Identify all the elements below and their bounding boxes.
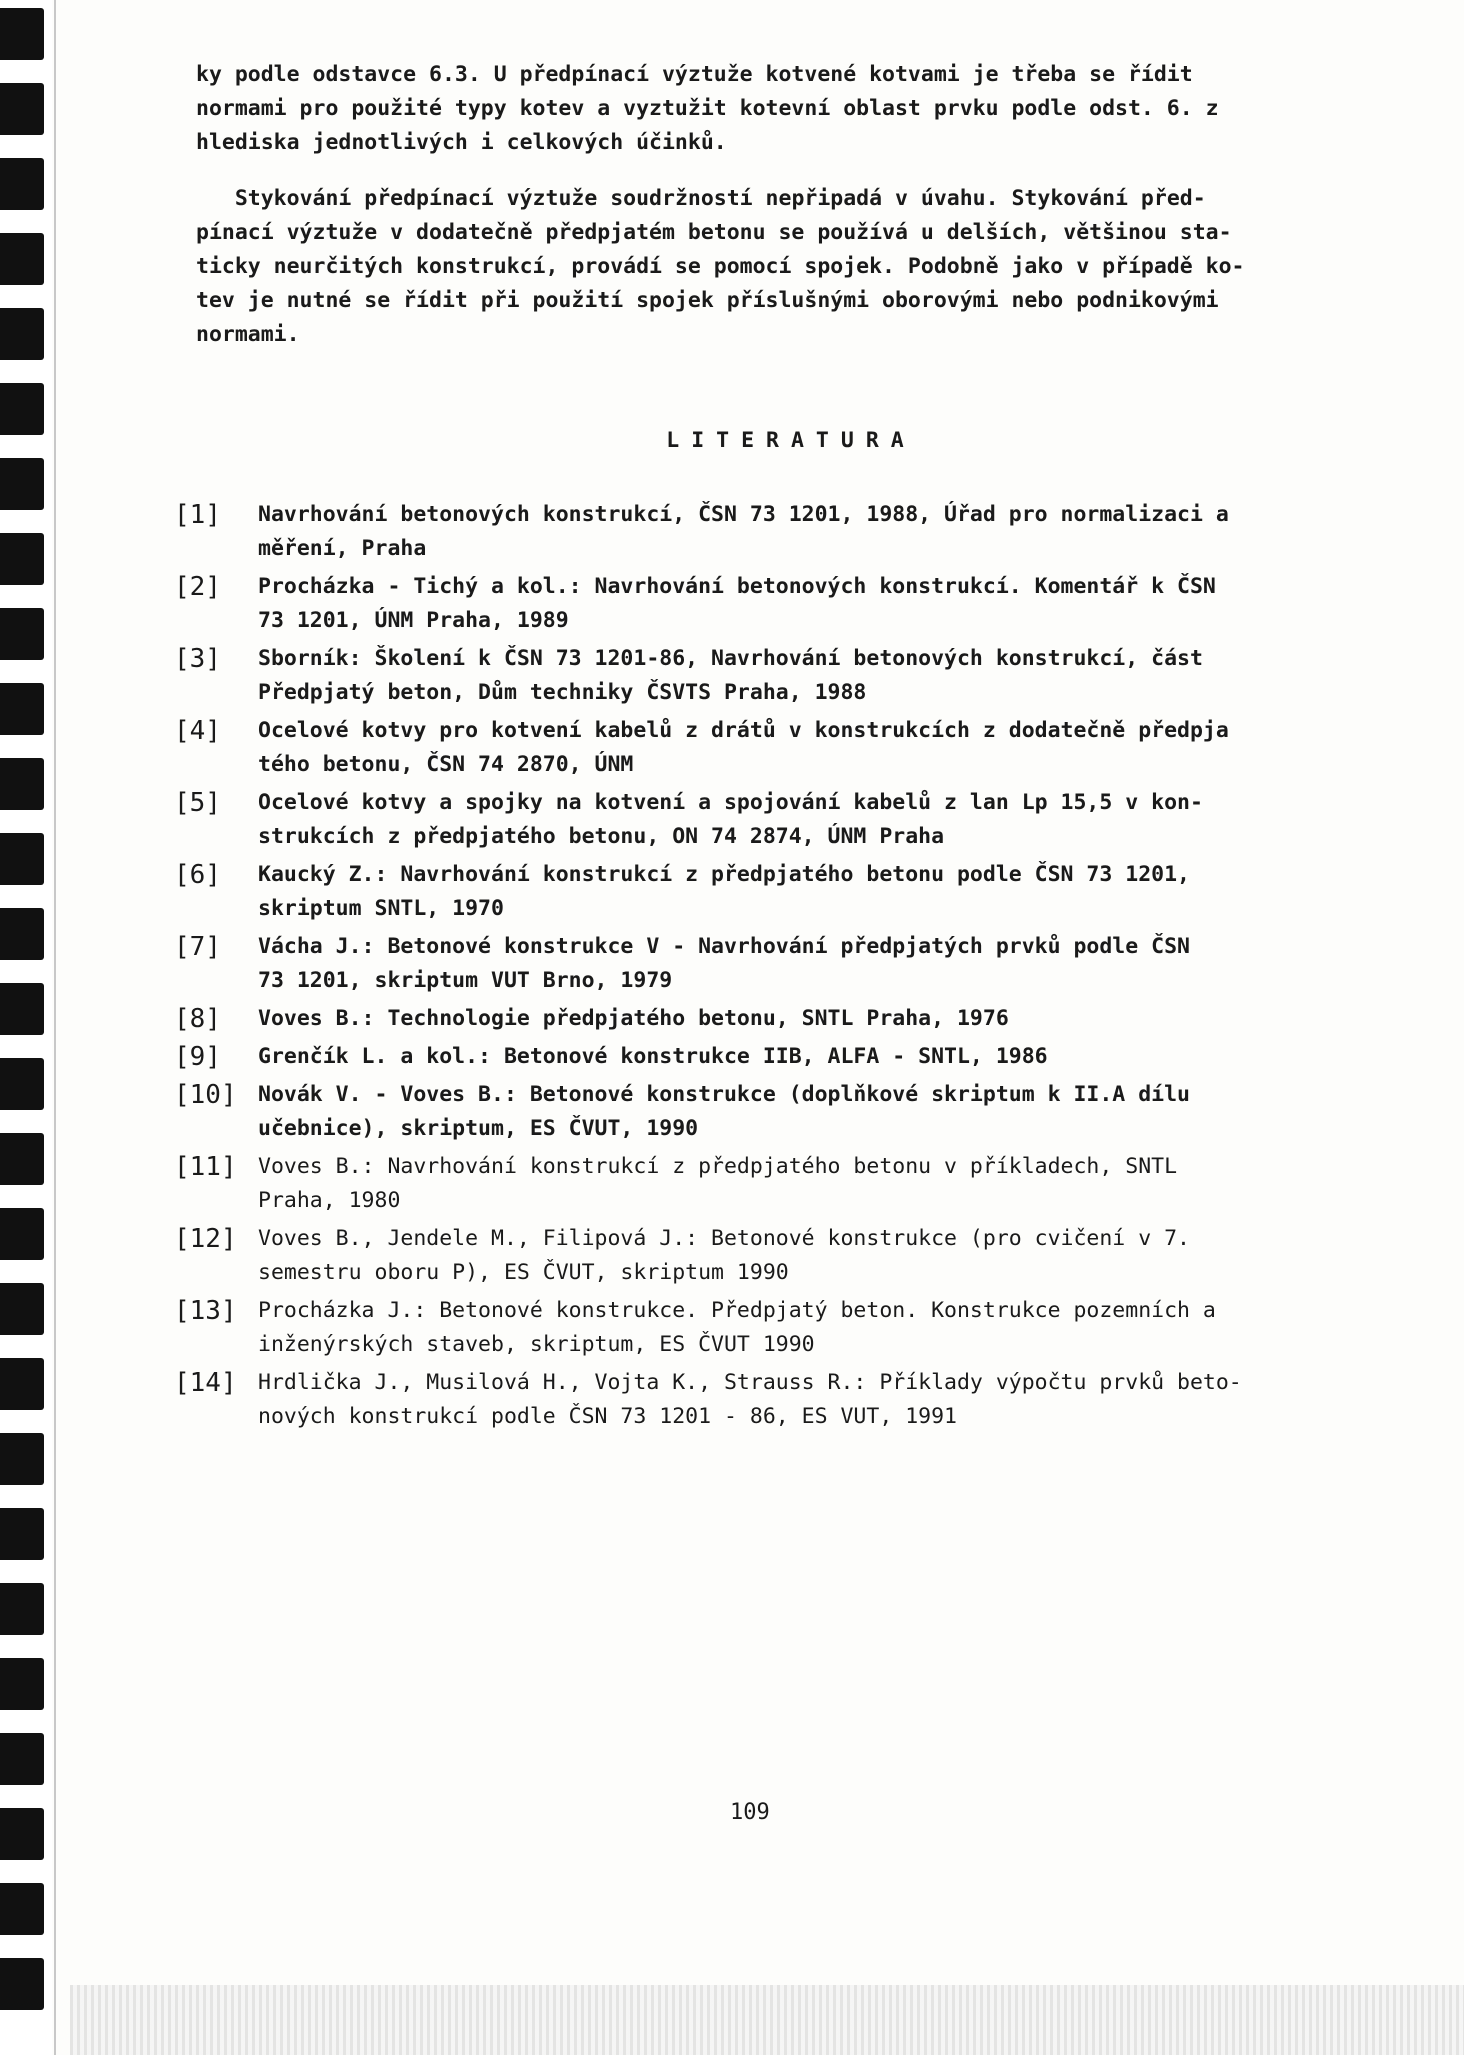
reference-number: [5] bbox=[174, 788, 221, 818]
reference-item bbox=[174, 570, 1346, 638]
page-number: 109 bbox=[730, 1800, 770, 1825]
reference-text: Ocelové kotvy a spojky na kotvení a spojování kabelů z lan Lp 15,5 v kon- strukcích z předpjatého betonu, ON 74 2874, ÚNM Praha bbox=[258, 790, 1203, 849]
reference-item bbox=[174, 714, 1346, 782]
binding-hole bbox=[0, 1058, 44, 1110]
reference-item bbox=[174, 1078, 1346, 1146]
reference-number: [11] bbox=[174, 1152, 237, 1182]
binding-hole bbox=[0, 1283, 44, 1335]
binding-hole bbox=[0, 8, 44, 60]
reference-text: Navrhování betonových konstrukcí, ČSN 73 1201, 1988, Úřad pro normalizaci a měření, Praha bbox=[258, 502, 1229, 561]
binding-hole bbox=[0, 308, 44, 360]
binding-hole bbox=[0, 1658, 44, 1710]
reference-item bbox=[174, 1366, 1346, 1434]
reference-number: [9] bbox=[174, 1042, 221, 1072]
binding-hole bbox=[0, 983, 44, 1035]
binding-hole bbox=[0, 1133, 44, 1185]
paragraph-splicing: Stykování předpínací výztuže soudržností nepřipadá v úvahu. Stykování před- pínací výztuže v dodatečně předpjatém betonu se používá u delších, většinou sta- ticky neurčitých konstrukcí, provádí se pomocí spojek. Podobně jako v případě ko- tev je nutné se řídit při použití spojek příslušnými oborovými nebo podnikovými normami. bbox=[196, 186, 1245, 347]
binding-hole bbox=[0, 608, 44, 660]
reference-item bbox=[174, 1222, 1346, 1290]
reference-item bbox=[174, 930, 1346, 998]
reference-item bbox=[174, 642, 1346, 710]
binding-hole bbox=[0, 1208, 44, 1260]
reference-text: Voves B.: Technologie předpjatého betonu, SNTL Praha, 1976 bbox=[258, 1006, 1009, 1031]
binding-hole bbox=[0, 908, 44, 960]
reference-item bbox=[174, 1294, 1346, 1362]
binding-hole bbox=[0, 1433, 44, 1485]
reference-number: [12] bbox=[174, 1224, 237, 1254]
reference-number: [10] bbox=[174, 1080, 237, 1110]
reference-text: Ocelové kotvy pro kotvení kabelů z drátů v konstrukcích z dodatečně předpja tého betonu, ČSN 74 2870, ÚNM bbox=[258, 718, 1229, 777]
reference-text: Voves B., Jendele M., Filipová J.: Betonové konstrukce (pro cvičení v 7. semestru oboru P), ES ČVUT, skriptum 1990 bbox=[258, 1226, 1190, 1285]
spiral-binding bbox=[0, 0, 52, 2055]
reference-text: Vácha J.: Betonové konstrukce V - Navrhování předpjatých prvků podle ČSN 73 1201, skriptum VUT Brno, 1979 bbox=[258, 934, 1190, 993]
binding-hole bbox=[0, 533, 44, 585]
reference-number: [3] bbox=[174, 644, 221, 674]
reference-item bbox=[174, 498, 1346, 566]
binding-hole bbox=[0, 158, 44, 210]
reference-number: [4] bbox=[174, 716, 221, 746]
reference-item bbox=[174, 1040, 1346, 1074]
paragraph-anchoring: ky podle odstavce 6.3. U předpínací výztuže kotvené kotvami je třeba se řídit normami pro použité typy kotev a vyztužit kotevní oblast prvku podle odst. 6. z hlediska jednotlivých i celkových účinků. bbox=[196, 62, 1219, 155]
reference-number: [1] bbox=[174, 500, 221, 530]
bottom-page-edge bbox=[70, 1985, 1464, 2055]
page-content bbox=[174, 58, 1346, 1438]
binding-hole bbox=[0, 1508, 44, 1560]
reference-text: Grenčík L. a kol.: Betonové konstrukce IIB, ALFA - SNTL, 1986 bbox=[258, 1044, 1048, 1069]
reference-number: [7] bbox=[174, 932, 221, 962]
binding-hole bbox=[0, 383, 44, 435]
binding-hole bbox=[0, 233, 44, 285]
reference-item bbox=[174, 1002, 1346, 1036]
reference-text: Voves B.: Navrhování konstrukcí z předpjatého betonu v příkladech, SNTL Praha, 1980 bbox=[258, 1154, 1178, 1213]
reference-text: Sborník: Školení k ČSN 73 1201-86, Navrhování betonových konstrukcí, část Předpjatý beton, Dům techniky ČSVTS Praha, 1988 bbox=[258, 646, 1203, 705]
page-edge bbox=[54, 0, 56, 2055]
reference-number: [8] bbox=[174, 1004, 221, 1034]
binding-hole bbox=[0, 833, 44, 885]
reference-number: [6] bbox=[174, 860, 221, 890]
reference-item bbox=[174, 858, 1346, 926]
literature-heading: LITERATURA bbox=[666, 428, 916, 453]
reference-text: Procházka - Tichý a kol.: Navrhování betonových konstrukcí. Komentář k ČSN 73 1201, ÚNM Praha, 1989 bbox=[258, 574, 1216, 633]
binding-hole bbox=[0, 1583, 44, 1635]
binding-hole bbox=[0, 1358, 44, 1410]
reference-text: Hrdlička J., Musilová H., Vojta K., Strauss R.: Příklady výpočtu prvků beto- nových konstrukcí podle ČSN 73 1201 - 86, ES VUT, 1991 bbox=[258, 1370, 1242, 1429]
binding-hole bbox=[0, 758, 44, 810]
binding-hole bbox=[0, 1733, 44, 1785]
binding-hole bbox=[0, 1808, 44, 1860]
binding-hole bbox=[0, 83, 44, 135]
reference-item bbox=[174, 1150, 1346, 1218]
binding-hole bbox=[0, 1883, 44, 1935]
reference-text: Kaucký Z.: Navrhování konstrukcí z předpjatého betonu podle ČSN 73 1201, skriptum SNTL, 1970 bbox=[258, 862, 1190, 921]
reference-number: [13] bbox=[174, 1296, 237, 1326]
binding-hole bbox=[0, 1958, 44, 2010]
reference-item bbox=[174, 786, 1346, 854]
reference-list bbox=[174, 498, 1346, 1434]
reference-number: [14] bbox=[174, 1368, 237, 1398]
binding-hole bbox=[0, 458, 44, 510]
reference-text: Procházka J.: Betonové konstrukce. Předpjatý beton. Konstrukce pozemních a inženýrských staveb, skriptum, ES ČVUT 1990 bbox=[258, 1298, 1216, 1357]
reference-number: [2] bbox=[174, 572, 221, 602]
reference-text: Novák V. - Voves B.: Betonové konstrukce (doplňkové skriptum k II.A dílu učebnice), skriptum, ES ČVUT, 1990 bbox=[258, 1082, 1190, 1141]
binding-hole bbox=[0, 683, 44, 735]
